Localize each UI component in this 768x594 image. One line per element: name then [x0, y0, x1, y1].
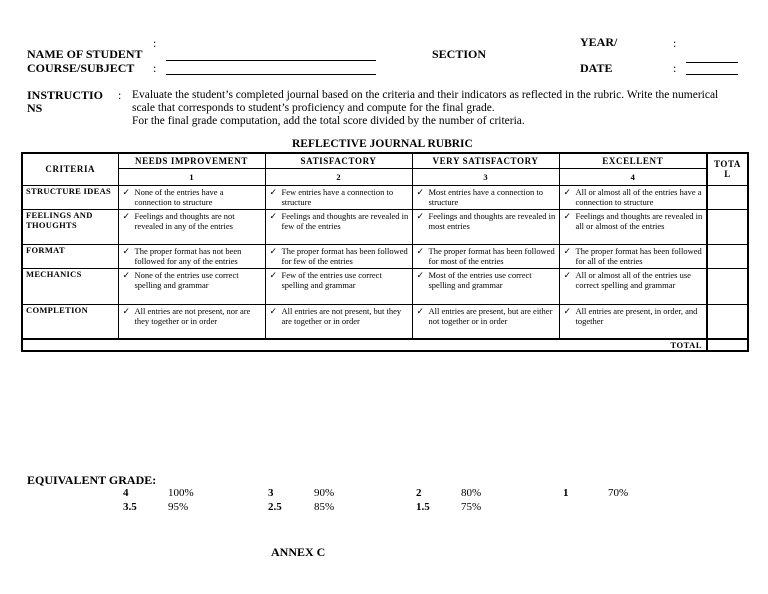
- grade-scale: 3: [268, 487, 274, 499]
- name-field-line[interactable]: [166, 60, 376, 61]
- grade-percent: 70%: [608, 487, 629, 499]
- indicator-text: The proper format has been followed for few of the entries: [281, 245, 408, 266]
- indicator-text: Feelings and thoughts are revealed in few of the entries: [281, 210, 409, 231]
- grade-scale: 2: [416, 487, 422, 499]
- score-entry-cell[interactable]: [707, 185, 748, 209]
- check-icon: ✓: [563, 210, 572, 221]
- grade-scale: 2.5: [268, 501, 282, 513]
- indicator-text: The proper format has been followed for most of the entries: [428, 245, 555, 266]
- total-header-line-1: TOTA: [713, 159, 742, 170]
- check-icon: ✓: [563, 269, 572, 280]
- year-field-line[interactable]: [686, 62, 738, 63]
- rubric-cell: [559, 185, 707, 209]
- indicator-text: All entries are present, but are either not together or in order: [428, 305, 553, 326]
- check-icon: ✓: [563, 186, 572, 197]
- rubric-cell: [559, 209, 707, 244]
- rubric-cell: [118, 209, 265, 244]
- year-colon: :: [673, 36, 677, 50]
- indicator-text: Feelings and thoughts are revealed in all or almost of the entries: [575, 210, 703, 231]
- rubric-cell: [559, 268, 707, 304]
- indicator-text: All entries are not present, but they are together or in order: [281, 305, 402, 326]
- annex-label: ANNEX C: [271, 545, 326, 559]
- total-label: TOTAL: [22, 339, 707, 351]
- grade-scale: 1: [563, 487, 569, 499]
- score-2: 2: [265, 168, 412, 185]
- grade-scale: 3.5: [123, 501, 137, 513]
- instructions-label-2: NS: [27, 101, 43, 115]
- table-row: [22, 209, 748, 244]
- indicator-text: All entries are present, in order, and together: [575, 305, 698, 326]
- check-icon: ✓: [563, 245, 572, 256]
- equivalent-grade-label: EQUIVALENT GRADE:: [27, 473, 157, 487]
- rubric-cell: [559, 244, 707, 268]
- rubric-cell: [412, 244, 559, 268]
- score-4: 4: [559, 168, 707, 185]
- section-label: SECTION: [432, 47, 487, 61]
- score-entry-cell[interactable]: [707, 268, 748, 304]
- indicator-text: None of the entries use correct spelling and grammar: [134, 269, 239, 290]
- check-icon: ✓: [122, 245, 131, 256]
- total-entry-cell[interactable]: [707, 339, 748, 351]
- score-1: 1: [118, 168, 265, 185]
- criterion-format: FORMAT: [22, 244, 118, 268]
- check-icon: ✓: [416, 210, 425, 221]
- grade-percent: 80%: [461, 487, 482, 499]
- check-icon: ✓: [416, 305, 425, 316]
- indicator-text: Feelings and thoughts are revealed in most entries: [428, 210, 556, 231]
- instructions-label-1: INSTRUCTIO: [27, 88, 104, 102]
- rubric-cell: [265, 185, 412, 209]
- rubric-cell: [265, 244, 412, 268]
- check-icon: ✓: [122, 210, 131, 221]
- check-icon: ✓: [563, 305, 572, 316]
- instructions-line-2: scale that corresponds to student’s proficiency and compute for the final grade.: [132, 102, 495, 114]
- date-colon: :: [673, 61, 677, 75]
- check-icon: ✓: [416, 245, 425, 256]
- indicator-text: All or almost all of the entries have a connection to structure: [575, 186, 702, 207]
- check-icon: ✓: [269, 245, 278, 256]
- table-row: [22, 304, 748, 339]
- check-icon: ✓: [269, 269, 278, 280]
- total-header-line-2: L: [724, 169, 731, 180]
- course-field-line[interactable]: [166, 74, 376, 75]
- level-header-needs-improvement: NEEDS IMPROVEMENT: [118, 153, 265, 168]
- grade-percent: 100%: [168, 487, 194, 499]
- rubric-table: [21, 152, 749, 352]
- grade-percent: 90%: [314, 487, 335, 499]
- rubric-cell: [118, 244, 265, 268]
- score-3: 3: [412, 168, 559, 185]
- check-icon: ✓: [416, 269, 425, 280]
- date-field-line[interactable]: [686, 74, 738, 75]
- indicator-text: Few of the entries use correct spelling and grammar: [281, 269, 382, 290]
- indicator-text: All entries are not present, nor are they together or in order: [134, 305, 251, 326]
- grade-scale: 1.5: [416, 501, 430, 513]
- indicator-text: Most of the entries use correct spelling and grammar: [428, 269, 532, 290]
- level-header-satisfactory: SATISFACTORY: [265, 153, 412, 168]
- rubric-cell: [559, 304, 707, 339]
- check-icon: ✓: [269, 186, 278, 197]
- score-entry-cell[interactable]: [707, 244, 748, 268]
- check-icon: ✓: [122, 269, 131, 280]
- course-colon: :: [153, 61, 157, 75]
- instructions-line-3: For the final grade computation, add the total score divided by the number of criteria.: [132, 115, 525, 127]
- level-header-very-satisfactory: VERY SATISFACTORY: [412, 153, 559, 168]
- criterion-structure-ideas: STRUCTURE IDEAS: [22, 185, 118, 209]
- rubric-cell: [265, 268, 412, 304]
- table-row: [22, 244, 748, 268]
- date-label: DATE: [580, 61, 613, 75]
- grade-percent: 75%: [461, 501, 482, 513]
- rubric-title: REFLECTIVE JOURNAL RUBRIC: [292, 138, 473, 150]
- rubric-cell: [412, 185, 559, 209]
- instructions-line-1: Evaluate the student’s completed journal based on the criteria and their indicators as reflected in the rubric. Write the numerical: [132, 89, 719, 101]
- score-entry-cell[interactable]: [707, 209, 748, 244]
- grade-scale: 4: [123, 487, 129, 499]
- rubric-cell: [265, 304, 412, 339]
- check-icon: ✓: [122, 186, 131, 197]
- check-icon: ✓: [269, 305, 278, 316]
- criterion-feelings-thoughts: FEELINGS AND THOUGHTS: [22, 209, 118, 244]
- course-label: COURSE/SUBJECT: [27, 61, 135, 75]
- name-label: NAME OF STUDENT: [27, 47, 143, 61]
- criteria-header: CRITERIA: [22, 153, 118, 185]
- criterion-completion: COMPLETION: [22, 304, 118, 339]
- score-entry-cell[interactable]: [707, 304, 748, 339]
- rubric-cell: [412, 209, 559, 244]
- indicator-text: None of the entries have a connection to structure: [134, 186, 224, 207]
- indicator-text: Most entries have a connection to structure: [428, 186, 543, 207]
- indicator-text: All or almost all of the entries use correct spelling and grammar: [575, 269, 691, 290]
- check-icon: ✓: [416, 186, 425, 197]
- grade-percent: 95%: [168, 501, 189, 513]
- rubric-cell: [118, 304, 265, 339]
- level-header-excellent: EXCELLENT: [559, 153, 707, 168]
- total-header: [707, 153, 748, 185]
- check-icon: ✓: [122, 305, 131, 316]
- indicator-text: Few entries have a connection to structure: [281, 186, 394, 207]
- instructions-colon: :: [118, 88, 122, 102]
- criterion-mechanics: MECHANICS: [22, 268, 118, 304]
- rubric-cell: [118, 185, 265, 209]
- rubric-cell: [412, 304, 559, 339]
- grade-percent: 85%: [314, 501, 335, 513]
- rubric-cell: [118, 268, 265, 304]
- rubric-cell: [265, 209, 412, 244]
- indicator-text: Feelings and thoughts are not revealed in any of the entries: [134, 210, 235, 231]
- indicator-text: The proper format has been followed for all of the entries: [575, 245, 702, 266]
- table-row: [22, 185, 748, 209]
- check-icon: ✓: [269, 210, 278, 221]
- table-row: [22, 268, 748, 304]
- name-colon-top: :: [153, 36, 157, 50]
- indicator-text: The proper format has not been followed for any of the entries: [134, 245, 242, 266]
- year-label: YEAR/: [580, 35, 618, 49]
- rubric-cell: [412, 268, 559, 304]
